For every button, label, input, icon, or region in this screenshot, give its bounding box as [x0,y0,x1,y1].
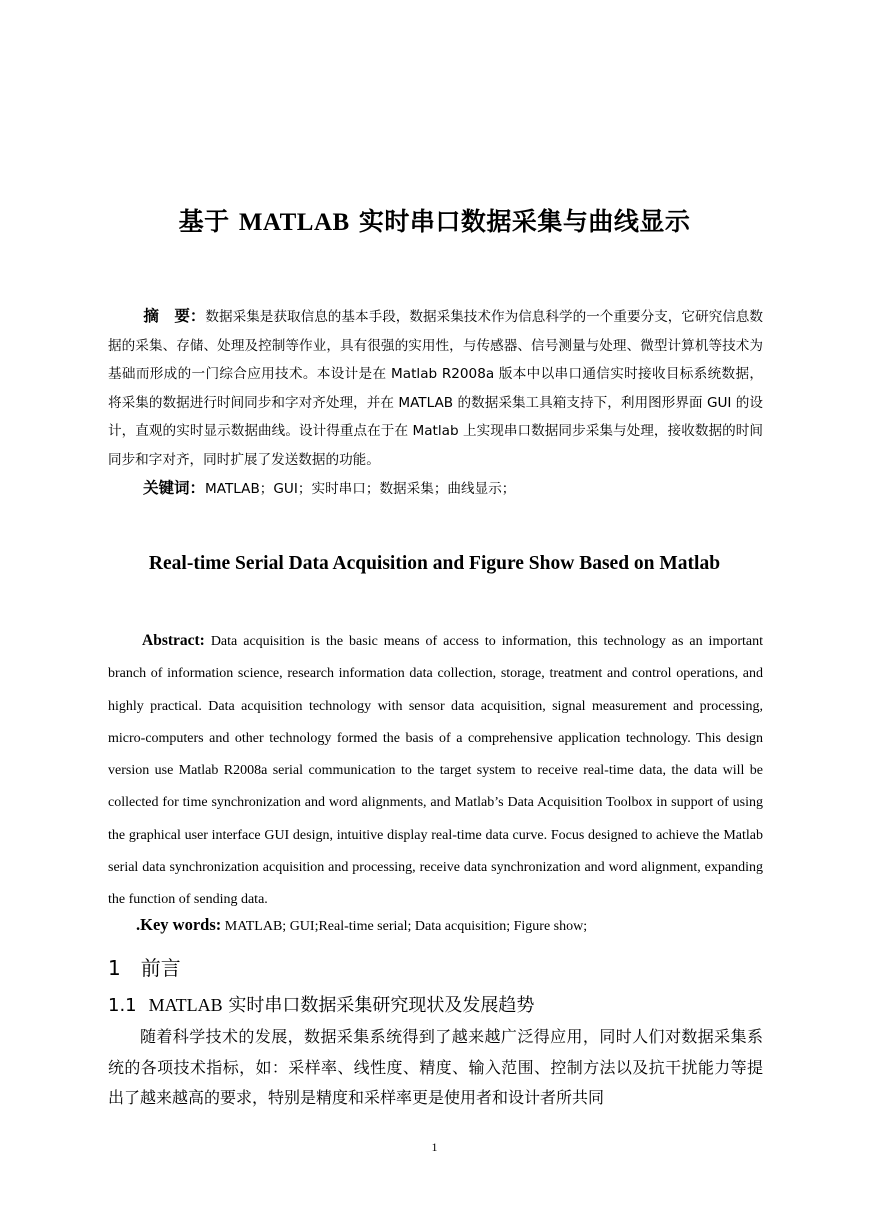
chinese-keywords-label: 关键词： [143,479,206,497]
chinese-title [0,202,869,238]
chinese-title-suffix: 实时串口数据采集与曲线显示 [349,207,691,236]
chinese-abstract-label: 摘 要： [143,307,206,325]
chinese-keywords [108,474,763,504]
page-number: 1 [431,1140,438,1154]
section-title: 前言 [140,956,181,980]
english-keywords-label: .Key words: [136,915,222,934]
subsection-title-latin: MATLAB [148,995,223,1015]
english-abstract-label: Abstract: [142,632,205,649]
body-text [108,1022,763,1114]
section-heading-1 [108,952,181,981]
body-paragraph: 随着科学技术的发展，数据采集系统得到了越来越广泛得应用，同时人们对数据采集系统的各项技术指标，如：采样率、线性度、精度、输入范围、控制方法以及抗干扰能力等提出了越来越高的要求，特别是精度和采样率更是使用者和设计者所共同 [108,1027,763,1107]
chinese-abstract [108,302,763,504]
chinese-keywords-text: MATLAB；GUI；实时串口；数据采集；曲线显示； [205,481,516,497]
section-number: 1 [108,956,121,980]
section-heading-1-1 [108,991,534,1017]
english-title: Real-time Serial Data Acquisition and Figure Show Based on Matlab [148,553,721,574]
english-abstract [108,625,763,917]
chinese-title-latin: MATLAB [238,209,350,236]
chinese-abstract-paragraph [108,302,763,474]
english-abstract-paragraph [108,625,763,917]
english-keywords-text: MATLAB; GUI;Real-time serial; Data acquisition; Figure show; [221,919,588,934]
chinese-title-prefix: 基于 [178,207,239,236]
chinese-abstract-text: 数据采集是获取信息的基本手段，数据采集技术作为信息科学的一个重要分支，它研究信息数据的采集、存储、处理及控制等作业，具有很强的实用性，与传感器、信号测量与处理、微型计算机等技术为基础而形成的一门综合应用技术。本设计是在 Matlab R2008a 版本中以串口通信实时接收目标系统数据，将采集的数据进行时间同步和字对齐处理，并在 MATLAB 的数据采集工具箱支持下，利用图形界面 GUI 的设计，直观的实时显示数据曲线。设计得重点在于在 Matlab 上实现串口数据同步采集与处理，接收数据的时间同步和字对齐，同时扩展了发送数据的功能。 [108,309,763,468]
english-abstract-text: Data acquisition is the basic means of access to information, this technology as an important branch of information science, research information data collection, storage, treatment and control operations, and highly practical. Data acquisition technology with sensor data acquisition, signal measurement and processing, micro-computers and other technology formed the basis of a comprehensive application technology. This design version use Matlab R2008a serial communication to the target system to receive real-time data, the data will be collected for time synchronization and word alignments, and Matlab’s Data Acquisition Toolbox in support of using the graphical user interface GUI design, intuitive display real-time data curve. Focus designed to achieve the Matlab serial data synchronization acquisition and processing, receive data synchronization and word alignment, expanding the function of sending data. [108,634,763,908]
subsection-title: 实时串口数据采集研究现状及发展趋势 [222,995,535,1016]
english-keywords [136,915,587,935]
subsection-number: 1.1 [108,995,137,1016]
